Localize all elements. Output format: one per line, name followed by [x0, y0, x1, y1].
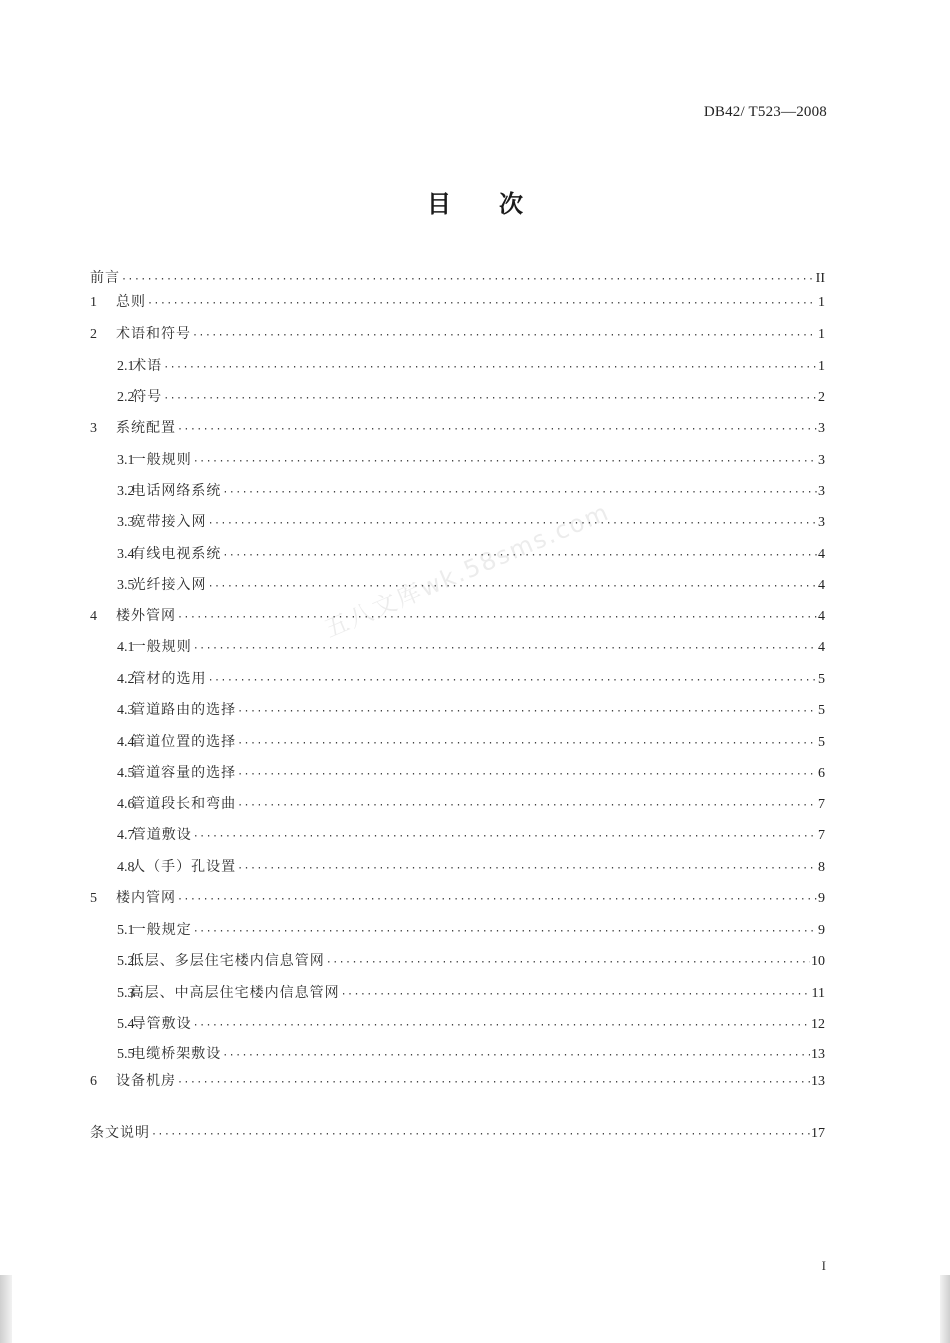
- toc-entry-5-2[interactable]: [117, 950, 825, 972]
- toc-entry-4-2[interactable]: [117, 668, 825, 690]
- toc-entry-3[interactable]: [90, 417, 825, 439]
- scan-edge-right: [940, 1275, 950, 1343]
- dot-leader: [163, 388, 817, 410]
- toc-entry-number: 4: [90, 609, 97, 624]
- toc-entry-number: 4.6: [117, 797, 135, 812]
- toc-entry-4-4[interactable]: [117, 731, 825, 753]
- toc-entry-label: 楼内管网: [116, 890, 176, 906]
- toc-entry-preface[interactable]: [90, 267, 825, 289]
- dot-leader: [177, 419, 817, 441]
- dot-leader: [237, 795, 817, 817]
- toc-entry-4-3[interactable]: [117, 699, 825, 721]
- toc-entry-number: 3.2: [117, 484, 135, 499]
- toc-entry-label: 一般规则: [131, 452, 192, 468]
- dot-leader: [237, 733, 817, 755]
- toc-entry-page: 11: [811, 986, 825, 1001]
- toc-entry-5-1[interactable]: [117, 919, 825, 941]
- toc-entry-label: 管材的选用: [131, 671, 207, 687]
- toc-entry-page: 3: [818, 515, 825, 530]
- toc-entry-page: 4: [818, 547, 825, 562]
- toc-entry-label: 管道段长和弯曲: [131, 796, 237, 812]
- toc-entry-4-6[interactable]: [117, 793, 825, 815]
- toc-entry-number: 4.3: [117, 703, 135, 718]
- toc-entry-page: 1: [818, 295, 825, 310]
- dot-leader: [237, 701, 817, 723]
- toc-entry-page: 13: [811, 1074, 825, 1089]
- toc-entry-page: 1: [818, 327, 825, 342]
- toc-entry-label: 楼外管网: [116, 608, 176, 624]
- toc-entry-3-2[interactable]: [117, 480, 825, 502]
- toc-entry-4-7[interactable]: [117, 824, 825, 846]
- document-code: DB42/ T523—2008: [703, 104, 827, 120]
- dot-leader: [237, 858, 817, 880]
- toc-entry-page: 8: [818, 860, 825, 875]
- toc-entry-number: 3.3: [117, 515, 135, 530]
- toc-entry-3-1[interactable]: [117, 449, 825, 471]
- dot-leader: [222, 1045, 810, 1067]
- table-of-contents: [90, 0, 825, 1343]
- toc-entry-page: 10: [811, 954, 825, 969]
- toc-entry-4-1[interactable]: [117, 636, 825, 658]
- toc-entry-explanation[interactable]: [90, 1122, 825, 1144]
- watermark: 五八文库wk.58sms.com: [320, 497, 614, 644]
- toc-entry-label: 电缆桥架敷设: [131, 1046, 222, 1062]
- toc-entry-page: 5: [818, 735, 825, 750]
- dot-leader: [192, 325, 817, 347]
- toc-entry-page: 7: [818, 828, 825, 843]
- toc-entry-4-8[interactable]: [117, 856, 825, 878]
- toc-entry-page: 9: [818, 923, 825, 938]
- toc-entry-5-5[interactable]: [117, 1043, 825, 1065]
- dot-leader: [121, 269, 815, 291]
- toc-entry-label: 条文说明: [90, 1125, 150, 1141]
- toc-entry-number: 3.5: [117, 578, 135, 593]
- toc-entry-page: 6: [818, 766, 825, 781]
- toc-entry-number: 4.2: [117, 672, 135, 687]
- toc-entry-page: 5: [818, 672, 825, 687]
- toc-entry-number: 2: [90, 327, 97, 342]
- toc-entry-page: 5: [818, 703, 825, 718]
- dot-leader: [177, 607, 817, 629]
- toc-entry-page: 9: [818, 891, 825, 906]
- toc-entry-label: 总则: [116, 294, 146, 310]
- toc-entry-number: 4.4: [117, 735, 135, 750]
- toc-entry-page: 3: [818, 484, 825, 499]
- dot-leader: [208, 576, 817, 598]
- toc-entry-page: 4: [818, 578, 825, 593]
- toc-entry-number: 5.3: [117, 986, 135, 1001]
- dot-leader: [147, 293, 817, 315]
- toc-entry-page: 17: [811, 1126, 825, 1141]
- toc-entry-number: 5: [90, 891, 97, 906]
- toc-entry-number: 4.8: [117, 860, 135, 875]
- dot-leader: [193, 451, 817, 473]
- toc-entry-page: 7: [818, 797, 825, 812]
- toc-entry-number: 2.2: [117, 390, 135, 405]
- dot-leader: [151, 1124, 810, 1146]
- toc-entry-number: 3.4: [117, 547, 135, 562]
- toc-entry-number: 5.4: [117, 1017, 135, 1032]
- toc-entry-1[interactable]: [90, 291, 825, 313]
- dot-leader: [237, 764, 817, 786]
- toc-entry-number: 3.1: [117, 453, 135, 468]
- toc-entry-label: 一般规定: [131, 922, 192, 938]
- dot-leader: [177, 889, 817, 911]
- toc-entry-number: 5.1: [117, 923, 135, 938]
- toc-entry-label: 高层、中高层住宅楼内信息管网: [129, 985, 340, 1001]
- toc-entry-2[interactable]: [90, 323, 825, 345]
- page-number: I: [821, 1258, 826, 1273]
- toc-entry-5-3[interactable]: [117, 982, 825, 1004]
- toc-entry-number: 3: [90, 421, 97, 436]
- dot-leader: [193, 1015, 810, 1037]
- dot-leader: [177, 1072, 810, 1094]
- toc-entry-number: 1: [90, 295, 97, 310]
- toc-entry-label: 电话网络系统: [131, 483, 222, 499]
- toc-entry-2-1[interactable]: [117, 355, 825, 377]
- toc-entry-3-3[interactable]: [117, 511, 825, 533]
- dot-leader: [326, 952, 810, 974]
- toc-entry-page: 3: [818, 421, 825, 436]
- scan-edge-left: [0, 1275, 12, 1343]
- toc-entry-page: 4: [818, 640, 825, 655]
- toc-entry-2-2[interactable]: [117, 386, 825, 408]
- dot-leader: [222, 482, 817, 504]
- page-title: 目次: [427, 190, 571, 218]
- toc-entry-page: 12: [811, 1017, 825, 1032]
- toc-entry-5[interactable]: [90, 887, 825, 909]
- toc-entry-page: 1: [818, 359, 825, 374]
- dot-leader: [193, 638, 817, 660]
- toc-entry-label: 宽带接入网: [131, 514, 207, 530]
- toc-entry-label: 管道位置的选择: [131, 734, 237, 750]
- toc-entry-label: 前言: [90, 270, 120, 286]
- toc-entry-label: 低层、多层住宅楼内信息管网: [129, 953, 325, 969]
- toc-entry-label: 符号: [132, 389, 163, 405]
- toc-entry-label: 设备机房: [116, 1073, 176, 1089]
- dot-leader: [193, 826, 817, 848]
- toc-entry-number: 5.2: [117, 954, 135, 969]
- toc-entry-label: 管道敷设: [131, 827, 192, 843]
- toc-entry-page: 3: [818, 453, 825, 468]
- toc-entry-label: 导管敷设: [131, 1016, 192, 1032]
- toc-entry-page: II: [815, 271, 825, 286]
- toc-entry-label: 一般规则: [131, 639, 192, 655]
- dot-leader: [341, 984, 811, 1006]
- toc-entry-label: 术语和符号: [116, 326, 191, 342]
- toc-entry-number: 4.1: [117, 640, 135, 655]
- toc-entry-number: 6: [90, 1074, 97, 1089]
- dot-leader: [193, 921, 817, 943]
- dot-leader: [163, 357, 817, 379]
- toc-entry-page: 4: [818, 609, 825, 624]
- toc-entry-4-5[interactable]: [117, 762, 825, 784]
- toc-entry-label: 系统配置: [116, 420, 176, 436]
- toc-entry-label: 术语: [132, 358, 163, 374]
- toc-entry-number: 5.5: [117, 1047, 135, 1062]
- toc-entry-5-4[interactable]: [117, 1013, 825, 1035]
- toc-entry-page: 2: [818, 390, 825, 405]
- toc-entry-page: 13: [811, 1047, 825, 1062]
- toc-entry-6[interactable]: [90, 1070, 825, 1092]
- toc-entry-number: 4.5: [117, 766, 135, 781]
- toc-entry-label: 管道路由的选择: [131, 702, 237, 718]
- toc-entry-label: 光纤接入网: [131, 577, 207, 593]
- toc-entry-number: 4.7: [117, 828, 135, 843]
- dot-leader: [208, 670, 817, 692]
- toc-entry-4[interactable]: [90, 605, 825, 627]
- toc-entry-label: 有线电视系统: [131, 546, 222, 562]
- toc-entry-label: 管道容量的选择: [131, 765, 237, 781]
- toc-entry-label: 人（手）孔设置: [131, 859, 237, 875]
- toc-entry-number: 2.1: [117, 359, 135, 374]
